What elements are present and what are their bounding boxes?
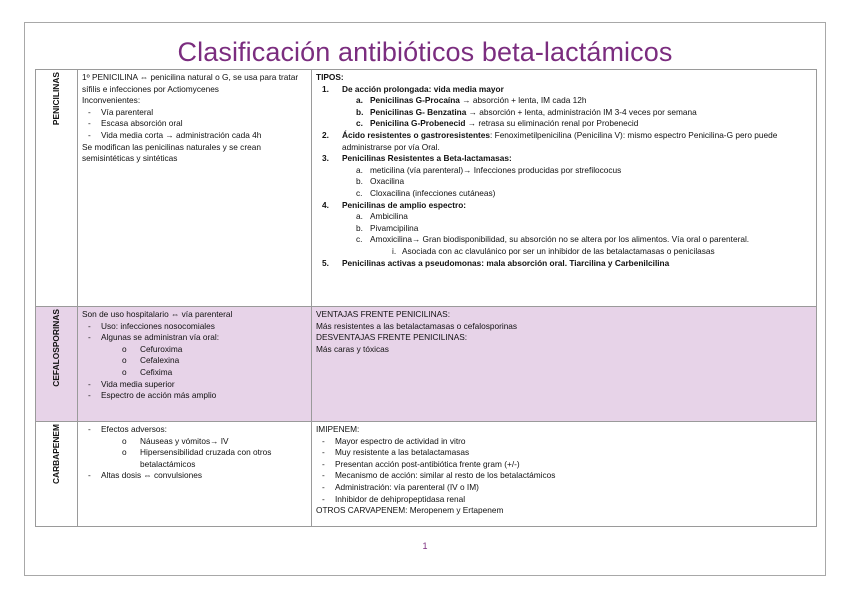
list-item: - Espectro de acción más amplio (88, 390, 217, 401)
list-item: b. Oxacilina (356, 176, 405, 187)
inconvenientes-label: Inconvenientes: (82, 95, 141, 106)
list-item: - Vía parenteral (88, 106, 154, 117)
list-item: o Cefalexina (122, 355, 180, 366)
list-item: c. Cloxacilina (infecciones cutáneas) (356, 187, 496, 198)
penicilinas-label-cell (36, 70, 78, 307)
cefalosporinas-label-cell (36, 307, 78, 422)
list-item: - Muy resistente a las betalactamasas (322, 447, 470, 458)
list-item: - Administración: vía parenteral (IV o IM) (322, 481, 479, 492)
tipos-label: TIPOS: (316, 72, 344, 82)
penicilinas-row (36, 70, 817, 307)
tipo-3: 3. Penicilinas Resistentes a Beta-lactamasas: (322, 153, 512, 164)
cefalosporinas-label: CEFALOSPORINAS (50, 309, 61, 387)
list-item: a. Penicilinas G-Procaína → absorción + lenta, IM cada 12h (356, 95, 587, 106)
list-item: - Vida media superior (88, 378, 175, 389)
list-item: o Hipersensibilidad cruzada con otros betalactámicos (122, 447, 272, 469)
page-title: Clasificación antibióticos beta-lactámicos (177, 37, 673, 67)
list-item: - Inhibidor de dehipropeptidasa renal (322, 493, 466, 504)
tipo-5: 5. Penicilinas activas a pseudomonas: mala absorción oral. Tiarcilina y Carbenilcilina (322, 257, 670, 268)
penicilina-intro: 1º PENICILINA ⇔ penicilina natural o G, se usa para tratar sífilis e infecciones por Actiomycenes (82, 72, 299, 94)
list-item: - Efectos adversos: (88, 424, 167, 434)
page-number: 1 (422, 541, 428, 551)
list-item: - Algunas se administran vía oral: (88, 332, 220, 343)
carbapenem-description (78, 422, 312, 527)
list-item: a. Ambicilina (356, 211, 408, 222)
list-item: c. Penicilina G-Probenecid → retrasa su eliminación renal por Probenecid (356, 118, 639, 129)
carbapenem-imipenem (312, 422, 817, 527)
cefalosporinas-intro: Son de uso hospitalario ⇔ vía parenteral (82, 309, 233, 319)
list-item: o Cefixima (122, 366, 173, 377)
tipo-1: 1. De acción prolongada: vida media mayor (322, 83, 504, 94)
carbapenem-label-cell (36, 422, 78, 527)
penicilinas-label: PENICILINAS (50, 72, 61, 126)
list-item: - Mayor espectro de actividad in vitro (322, 435, 466, 446)
cefalosporinas-description (78, 307, 312, 422)
list-item: - Presentan acción post-antibiótica frente gram (+/-) (322, 458, 520, 469)
carbapenem-label: CARBAPENEM (50, 424, 61, 485)
text-line: DESVENTAJAS FRENTE PENICILINAS: (316, 332, 468, 343)
list-item: i. Asociada con ac clavulánico por ser un inhibidor de las betalactamasas o penicilasas (392, 245, 715, 256)
text-line: VENTAJAS FRENTE PENICILINAS: (316, 309, 451, 319)
list-item: b. Penicilinas G- Benzatina → absorción + lenta, administración IM 3-4 veces por semana (356, 106, 697, 117)
list-item: - Escasa absorción oral (88, 118, 183, 129)
classification-table (35, 69, 817, 527)
otros-carbapenem: OTROS CARVAPENEM: Meropenem y Ertapenem (316, 505, 504, 516)
carbapenem-row (36, 422, 817, 527)
tipo-4: 4. Penicilinas de amplio espectro: (322, 199, 467, 210)
penicilinas-tipos (312, 70, 817, 307)
list-item: - Uso: infecciones nosocomiales (88, 320, 215, 331)
cefalosporinas-comparison (312, 307, 817, 422)
list-item: - Altas dosis ⇔ convulsiones (88, 470, 202, 481)
text-line: Más resistentes a las betalactamasas o cefalosporinas (316, 320, 518, 331)
document-page (24, 22, 826, 576)
penicilinas-description (78, 70, 312, 307)
cefalosporinas-row (36, 307, 817, 422)
imipenem-heading: IMIPENEM: (316, 424, 360, 434)
list-item: - Mecanismo de acción: similar al resto de los betalactámicos (322, 470, 556, 481)
list-item: c. Amoxicilina→ Gran biodisponibilidad, su absorción no se altera por los alimentos. Vía oral o parenteral. (356, 234, 750, 245)
list-item: b. Pivamcipilina (356, 222, 419, 233)
text-line: Más caras y tóxicas (316, 343, 389, 354)
penicilina-outro: Se modifican las penicilinas naturales y se crean semisintéticas y sintéticas (82, 141, 261, 164)
list-item: a. meticilina (vía parenteral)→ Infecciones producidas por strefilococus (356, 164, 622, 175)
list-item: o Náuseas y vómitos→ IV (122, 435, 229, 446)
list-item: o Cefuroxima (122, 343, 183, 354)
list-item: - Vida media corta → administración cada 4h (88, 129, 262, 140)
tipo-2: 2. Ácido resistentes o gastroresistentes: Fenoximetilpenicilina (Penicilina V): mismo espectro Penicilina-G pero puede administrarse por vía Oral. (322, 129, 778, 152)
